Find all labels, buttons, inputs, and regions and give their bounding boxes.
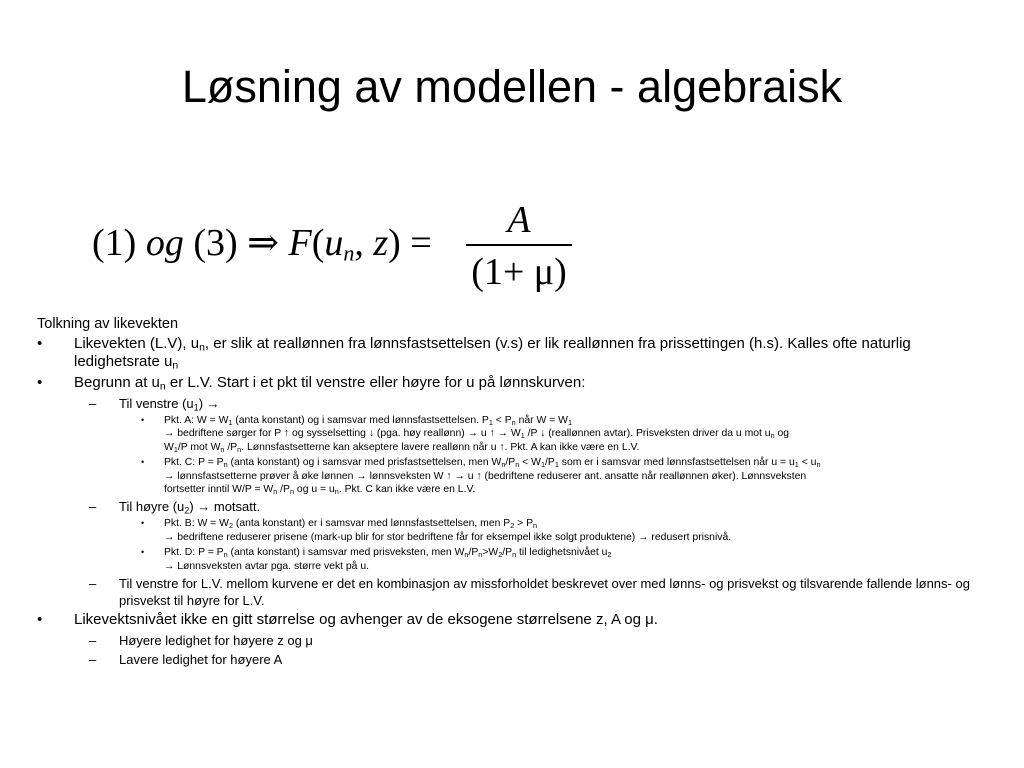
subscript: 2	[184, 505, 190, 516]
text-line: → Lønnsveksten avtar pga. større vekt på u.	[164, 560, 370, 572]
list-item	[37, 632, 987, 649]
subscript: n	[334, 486, 339, 496]
equilibrium-formula	[92, 196, 592, 306]
text: Til venstre for L.V. mellom kurvene er det en kombinasjon av missforholdet beskrevet over med lønns- og prisvekst og tilsvarende fallende lønns- og prisvekst til høyre for L.V.	[119, 576, 970, 609]
text: W	[164, 441, 174, 453]
subscript: n	[273, 486, 278, 496]
subscript: n	[220, 444, 225, 454]
dash-marker: –	[89, 499, 97, 515]
subscript: 1	[193, 402, 199, 413]
dash-marker: –	[89, 633, 97, 649]
subscript: 1	[488, 417, 493, 427]
list-item	[37, 335, 987, 371]
text-line: → bedriftene reduserer prisene (mark-up blir for stor bedriftene får for eksempel ikke solgt produktene) → redusert prisnivå.	[164, 531, 732, 543]
text: Høyere ledighet for høyere z og μ	[119, 633, 313, 649]
subscript: n	[223, 550, 228, 560]
list-item	[37, 456, 987, 496]
text: /P	[224, 441, 238, 453]
text: til ledighetsnivået u	[516, 547, 608, 559]
text: (anta konstant) og i samsvar med lønnsfastsettelsen. P	[232, 415, 489, 426]
subscript: 1	[567, 417, 573, 427]
text: /P	[277, 484, 290, 496]
formula-part: (	[311, 222, 325, 264]
dash-marker: –	[89, 396, 97, 411]
text-line: → lønnsfastsetterne prøver å øke lønnen → lønnsveksten W ↑ → u ↑ (bedriftene reduserer ant. ansatte når reallønnen øker). Lønnsveksten	[164, 470, 807, 482]
text: . Lønnsfastsetterne kan akseptere lavere reallønn når u ↑. Pkt. A kan ikke være en L.V.	[241, 441, 640, 453]
text: fortsetter inntil W/P = W	[164, 484, 274, 496]
text: og	[774, 428, 790, 440]
list-item	[37, 395, 987, 412]
text: Pkt. B: W = W	[164, 518, 229, 530]
list-item	[37, 374, 987, 392]
subscript: 1	[228, 417, 233, 427]
subscript: n	[501, 460, 506, 470]
subscript: n	[511, 417, 516, 427]
text: /P ↓ (reallønnen avtar). Prisveksten driver da u mot u	[524, 428, 771, 440]
subscript: 1	[520, 431, 525, 441]
text: Likevektsnivået ikke en gitt størrelse og avhenger av de eksogene størrelsene z, A og μ.	[74, 611, 658, 629]
subscript: n	[816, 460, 821, 470]
subscript: n	[172, 359, 179, 372]
formula-part: )	[388, 222, 401, 264]
text: når W = W	[515, 415, 568, 426]
bullet-marker: •	[37, 374, 43, 391]
fraction-bar	[466, 244, 572, 246]
bullet-marker: •	[37, 611, 43, 629]
text-line	[164, 456, 987, 469]
text-line	[164, 546, 987, 559]
slide-title: Løsning av modellen - algebraisk	[181, 61, 843, 112]
implies-symbol: ⇒	[247, 222, 279, 264]
formula-subscript: n	[343, 240, 355, 266]
text: /P	[502, 547, 513, 559]
subscript: 1	[173, 444, 178, 454]
subscript: n	[770, 431, 775, 441]
text: Pkt. D: P = P	[164, 547, 224, 559]
fraction-numerator: A	[507, 199, 531, 241]
list-item	[37, 546, 987, 573]
equals-symbol: =	[400, 222, 432, 264]
formula-part: og	[145, 222, 184, 264]
bullet-marker: •	[141, 518, 145, 529]
text: og u = u	[294, 484, 335, 496]
slide-body	[37, 316, 987, 670]
dash-marker: –	[89, 652, 97, 668]
text: , er slik at reallønnen fra lønnsfastsettelsen (v.s) er lik reallønnen fra prissettingen (h.s). Kalles ofte naturlig ledighetsrate u	[74, 335, 911, 370]
subscript: n	[223, 460, 228, 470]
subscript: n	[464, 550, 469, 560]
text-line	[164, 483, 987, 496]
subscript: n	[199, 341, 205, 354]
subscript: n	[515, 460, 520, 470]
text: > P	[514, 518, 534, 530]
formula-part: u	[324, 222, 344, 264]
text: /P	[468, 547, 479, 559]
text: Begrunn at u	[74, 374, 160, 391]
subscript: n	[237, 444, 242, 454]
subscript: n	[290, 486, 295, 496]
subscript: 2	[510, 521, 515, 531]
fraction-denominator: (1+ μ)	[471, 251, 567, 293]
intro-text: Tolkning av likevekten	[37, 316, 179, 332]
text: >W	[482, 547, 499, 559]
text: /P mot W	[177, 441, 221, 453]
subscript: 2	[228, 521, 233, 531]
subscript: 2	[607, 550, 612, 560]
text: er L.V. Start i et pkt til venstre eller høyre for u på lønnskurven:	[165, 374, 586, 391]
text: /P	[545, 457, 555, 469]
text: Til venstre (u	[119, 396, 194, 411]
subscript: n	[512, 550, 517, 560]
formula-part: z	[373, 222, 389, 264]
text-line	[164, 517, 987, 530]
bullet-list	[37, 335, 987, 668]
text: < W	[519, 457, 541, 469]
subscript: 1	[554, 460, 559, 470]
text: Til høyre (u	[119, 499, 185, 515]
text-line	[164, 414, 987, 427]
list-item	[37, 498, 987, 515]
text: (anta konstant) og i samsvar med prisfastsettelsen, men W	[227, 457, 502, 469]
formula-part: ,	[354, 222, 374, 264]
text: /P	[505, 457, 516, 469]
bullet-marker: •	[37, 335, 43, 352]
text: . Pkt. C kan ikke være en L.V.	[338, 484, 476, 496]
formula-part: (3)	[193, 222, 238, 264]
subscript: 2	[498, 550, 503, 560]
bullet-marker: •	[141, 415, 145, 425]
text: Pkt. C: P = P	[164, 457, 224, 469]
subscript: n	[533, 521, 538, 531]
bullet-marker: •	[141, 457, 145, 468]
text: Lavere ledighet for høyere A	[119, 652, 283, 668]
list-item	[37, 651, 987, 668]
text-line	[164, 441, 987, 454]
subscript: n	[478, 550, 483, 560]
subscript: 1	[794, 460, 799, 470]
text-line	[164, 427, 987, 440]
subscript: 1	[540, 460, 545, 470]
list-item	[37, 575, 987, 609]
text: som er i samsvar med lønnsfastsettelsen når u = u	[558, 457, 795, 469]
subscript: n	[159, 380, 166, 393]
text: (anta konstant) er i samsvar med lønnsfastsettelsen, men P	[233, 518, 511, 530]
formula-part: (1)	[92, 222, 137, 264]
text: → bedriftene sørger for P ↑ og sysselsetting ↓ (pga. høy reallønn) → u ↑ → W	[164, 428, 521, 440]
formula-fraction	[466, 198, 572, 294]
formula-part: F	[288, 222, 312, 264]
list-item	[37, 414, 987, 454]
dash-marker: –	[89, 576, 97, 592]
text: Pkt. A: W = W	[164, 415, 229, 426]
formula-lhs	[92, 220, 432, 265]
text: ) → motsatt.	[189, 499, 261, 515]
text: < P	[492, 415, 512, 426]
text: ) →	[198, 396, 220, 411]
text: (anta konstant) i samsvar med prisveksten, men W	[227, 547, 465, 559]
list-item	[37, 611, 987, 629]
text: Likevekten (L.V), u	[74, 335, 200, 352]
bullet-marker: •	[141, 547, 145, 558]
list-item	[37, 517, 987, 544]
text: < u	[798, 457, 817, 469]
